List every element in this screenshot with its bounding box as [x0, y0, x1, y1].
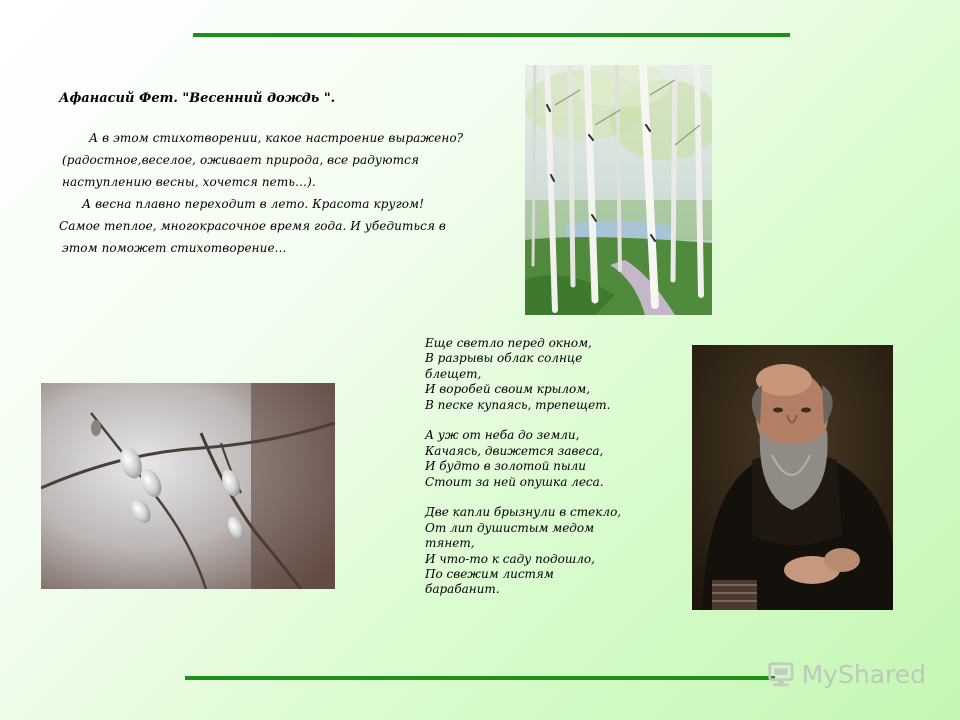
poem-line: Две капли брызнули в стекло,: [425, 505, 622, 520]
poem-line: И будто в золотой пыли: [425, 459, 587, 474]
intro-line: наступлению весны, хочется петь…).: [62, 175, 316, 189]
poem-text: [425, 336, 621, 598]
bottom-divider: [185, 676, 775, 680]
poem-line: В разрывы облак солнце: [425, 351, 583, 366]
poem-line: тянет,: [425, 536, 475, 551]
poem-line: И воробей своим крылом,: [425, 382, 591, 397]
poem-stanza: [425, 336, 621, 413]
poem-line: Еще светло перед окном,: [425, 336, 592, 350]
intro-line: Самое теплое, многокрасочное время года. И убедиться в: [59, 219, 446, 233]
intro-line: (радостное,веселое, оживает природа, все радуются: [62, 153, 419, 167]
poet-portrait: [692, 345, 893, 610]
intro-line: А в этом стихотворении, какое настроение выражено?: [89, 131, 464, 145]
monitor-icon: [766, 658, 800, 690]
poem-stanza: [425, 428, 621, 490]
poem-line: В песке купаясь, трепещет.: [425, 397, 611, 412]
poem-line: Стоит за ней опушка леса.: [425, 474, 604, 489]
pussy-willow-photo: [41, 383, 335, 589]
poem-line: И что-то к саду подошло,: [425, 551, 595, 566]
poem-line: барабанит.: [425, 582, 500, 597]
poem-line: блещет,: [425, 366, 482, 381]
top-divider: [193, 33, 790, 37]
intro-line: А весна плавно переходит в лето. Красота кругом!: [82, 197, 425, 211]
poem-line: Качаясь, движется завеса,: [425, 443, 604, 458]
birch-forest-painting: [525, 65, 712, 315]
slide-title: Афанасий Фет. "Весенний дождь ".: [59, 91, 336, 106]
poem-line: А уж от неба до земли,: [425, 428, 580, 443]
intro-line: этом поможет стихотворение...: [62, 241, 287, 255]
poem-line: По свежим листям: [425, 567, 554, 582]
myshared-watermark: [766, 656, 926, 692]
poem-stanza: [425, 505, 621, 597]
watermark-text: MyShared: [801, 659, 926, 689]
poem-line: От лип душистым медом: [425, 520, 595, 535]
